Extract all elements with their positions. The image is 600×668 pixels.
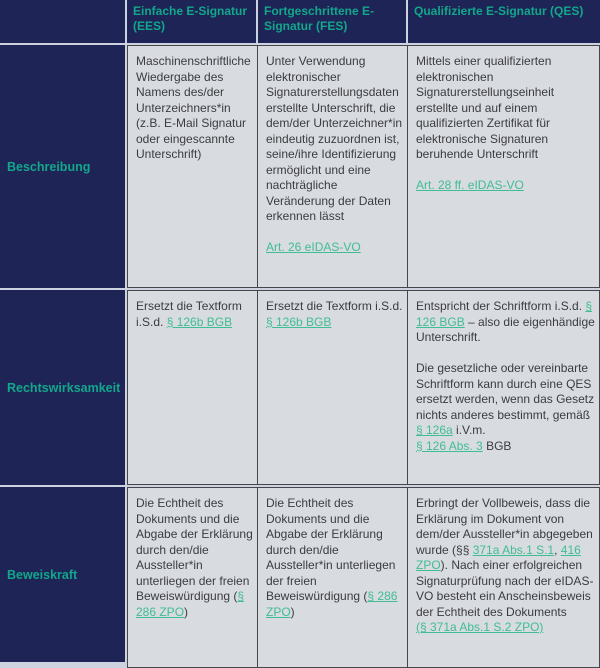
column-header-qes: Qualifizierte E-Signatur (QES) bbox=[408, 0, 600, 43]
legal-reference-link[interactable]: § 126b BGB bbox=[266, 314, 332, 329]
cell-text: Ersetzt die Textform i.S.d. bbox=[136, 299, 242, 329]
cell-text: Maschinenschriftliche Wiedergabe des Namens des/der Unterzeichners*in (z.B. E-Mail Signatur oder eingescannte Unterschrift) bbox=[136, 54, 251, 161]
cell-text: Die Echtheit des Dokuments und die Abgabe der Erklärung durch den/die Aussteller*in unterliegen der freien Beweiswürdigung ( bbox=[266, 496, 396, 603]
cell-beweiskraft-ees bbox=[127, 487, 258, 668]
cell-text: Erbringt der Vollbeweis, dass die Erklärung im Dokument von dem/der Aussteller*in abgegeben wurde (§§ bbox=[416, 496, 593, 557]
cell-beschreibung-fes bbox=[258, 45, 408, 288]
legal-reference-link[interactable]: § 126a bbox=[416, 423, 453, 437]
cell-text: Die Echtheit des Dokuments und die Abgabe der Erklärung durch den/die Aussteller*in unterliegen der freien Beweiswürdigung ( bbox=[136, 496, 253, 603]
cell-text: Ersetzt die Textform i.S.d. bbox=[266, 299, 403, 313]
cell-text: BGB bbox=[482, 438, 512, 453]
row-label-beschreibung: Beschreibung bbox=[0, 45, 127, 288]
cell-rechtswirksamkeit-qes bbox=[408, 290, 600, 485]
cell-text: Entspricht der Schriftform i.S.d. bbox=[416, 299, 586, 313]
cell-text: Unter Verwendung elektronischer Signaturerstellungsdaten erstellte Unterschrift, die dem/der Unterzeichner*in eindeutig zuzuordnen ist, seine/ihre Identifizierung ermöglicht und eine nachträgliche Veränderung der Daten erkennen lässt bbox=[266, 54, 403, 223]
legal-reference-link[interactable]: Art. 26 eIDAS-VO bbox=[266, 240, 361, 254]
legal-reference-link[interactable]: § 286 ZPO bbox=[266, 589, 398, 619]
cell-text: i.V.m. bbox=[452, 423, 486, 437]
legal-reference-link[interactable]: § 126b BGB bbox=[166, 314, 233, 329]
legal-reference-link[interactable]: 371a Abs.1 S.1 bbox=[472, 542, 555, 557]
legal-reference-link[interactable]: 416 ZPO bbox=[416, 542, 581, 572]
legal-reference-link[interactable]: (§ 371a Abs.1 S.2 ZPO) bbox=[416, 620, 544, 634]
cell-text: Die gesetzliche oder vereinbarte Schriftform kann durch eine QES ersetzt werden, wenn das Gesetz nichts anderes bestimmt, gemäß bbox=[416, 361, 595, 422]
corner-cell bbox=[0, 0, 127, 43]
cell-text: , bbox=[554, 542, 561, 557]
cell-text: ) bbox=[184, 604, 189, 619]
row-label-beweiskraft: Beweiskraft bbox=[0, 487, 127, 662]
cell-text: ) bbox=[290, 604, 295, 619]
legal-reference-link[interactable]: § 126 Abs. 3 bbox=[416, 438, 483, 453]
legal-reference-link[interactable]: § 126 BGB bbox=[416, 299, 593, 329]
cell-text: – also die eigenhändige Unterschrift. bbox=[416, 314, 595, 344]
legal-reference-link[interactable]: Art. 28 ff. eIDAS-VO bbox=[416, 178, 524, 192]
cell-text: Mittels einer qualifizierten elektronischen Signaturerstellungseinheit erstellte und auf einem qualifizierten Zertifikat für elektronische Signaturen beruhende Unterschrift bbox=[416, 54, 555, 161]
column-header-fes: Fortgeschrittene E-Signatur (FES) bbox=[258, 0, 408, 43]
cell-beweiskraft-fes bbox=[258, 487, 408, 668]
cell-text: ). Nach einer erfolgreichen Signaturprüfung nach der eIDAS-VO besteht ein Anscheinsbeweis der Echtheit des Dokuments bbox=[416, 558, 594, 619]
cell-rechtswirksamkeit-ees bbox=[127, 290, 258, 485]
cell-beschreibung-ees bbox=[127, 45, 258, 288]
legal-reference-link[interactable]: § 286 ZPO bbox=[136, 589, 245, 619]
cell-beweiskraft-qes bbox=[408, 487, 600, 668]
cell-rechtswirksamkeit-fes bbox=[258, 290, 408, 485]
column-header-ees: Einfache E-Signatur (EES) bbox=[127, 0, 258, 43]
cell-beschreibung-qes bbox=[408, 45, 600, 288]
row-label-rechtswirksamkeit: Rechtswirksamkeit bbox=[0, 290, 127, 485]
